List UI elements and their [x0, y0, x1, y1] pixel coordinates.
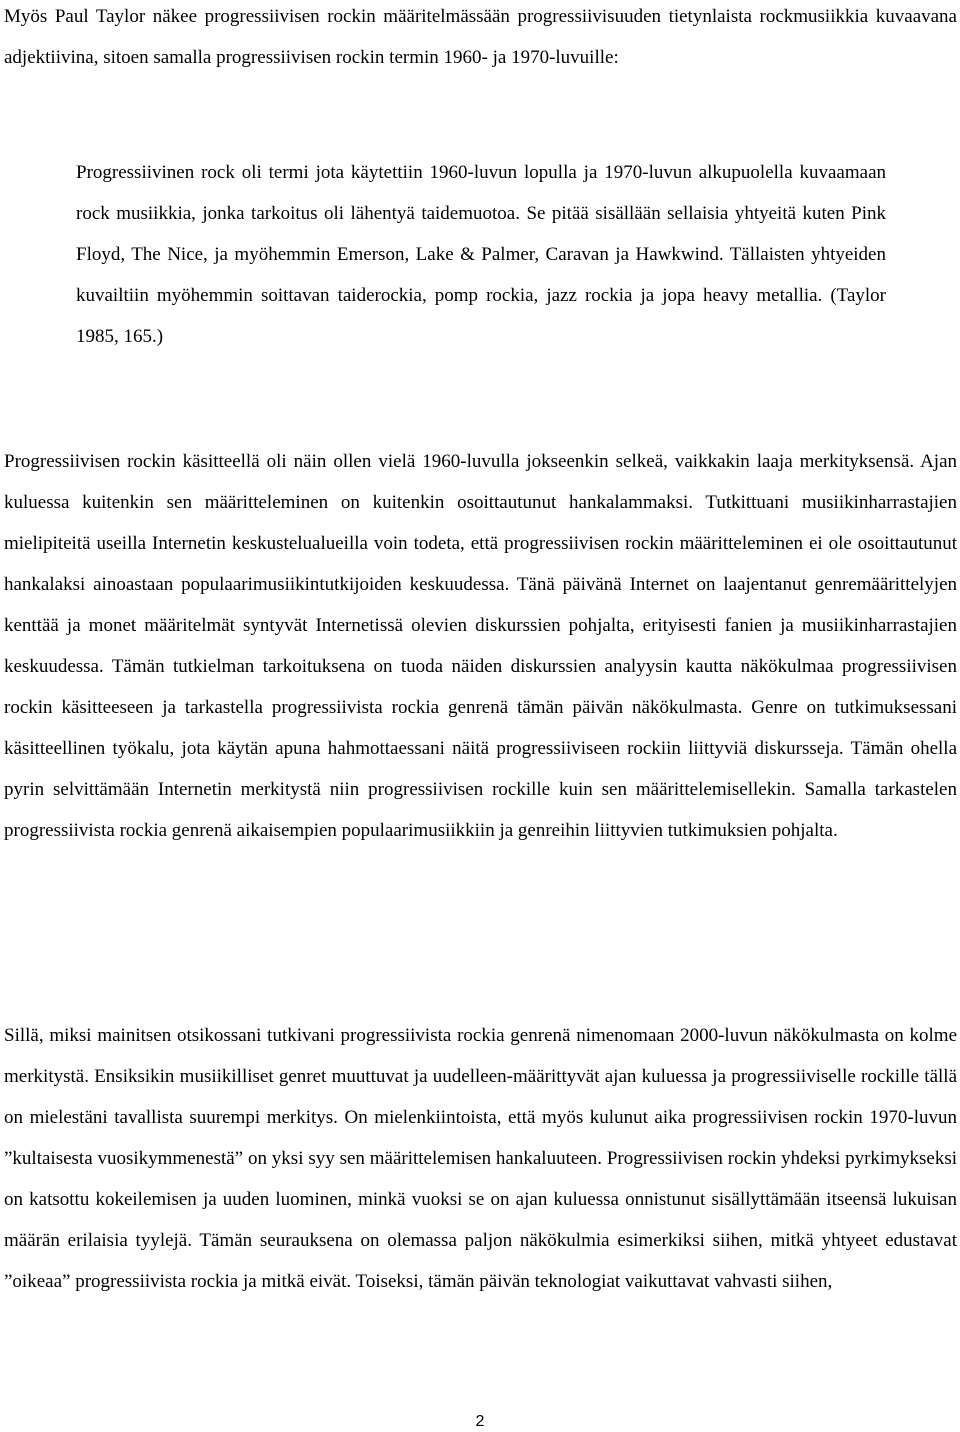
- block-quote: Progressiivinen rock oli termi jota käytettiin 1960-luvun lopulla ja 1970-luvun alkupuolella kuvaamaan rock musiikkia, jonka tarkoitus oli lähentyä taidemuotoa. Se pitää sisällään sellaisia yhtyeitä kuten Pink Floyd, The Nice, ja myöhemmin Emerson, Lake & Palmer, Caravan ja Hawkwind. Tällaisten yhtyeiden kuvailtiin myöhemmin soittavan taiderockia, pomp rockia, jazz rockia ja jopa heavy metallia. (Taylor 1985, 165.): [76, 162, 886, 347]
- intro-paragraph: Myös Paul Taylor näkee progressiivisen rockin määritelmässään progressiivisuuden tietynlaista rockmusiikkia kuvaavana adjektiivina, sitoen samalla progressiivisen rockin termin 1960- ja 1970-luvuille:: [4, 6, 957, 68]
- page-number: 2: [475, 1413, 485, 1430]
- body-paragraph: Progressiivisen rockin käsitteellä oli näin ollen vielä 1960-luvulla jokseenkin selkeä, vaikkakin laaja merkityksensä. Ajan kuluessa kuitenkin sen määritteleminen on kuitenkin osoittautunut hankalammaksi. Tutkittuani musiikinharrastajien mielipiteitä useilla Internetin keskustelualueilla voin todeta, että progressiivisen rockin määritteleminen ei ole osoittautunut hankalaksi ainoastaan populaarimusiikintutkijoiden keskuudessa. Tänä päivänä Internet on laajentanut genremäärittelyjen kenttää ja monet määritelmät syntyvät Internetissä olevien diskurssien pohjalta, erityisesti fanien ja musiikinharrastajien keskuudessa. Tämän tutkielman tarkoituksena on tuoda näiden diskurssien analyysin kautta näkökulmaa progressiivisen rockin käsitteeseen ja tarkastella progressiivista rockia genrenä tämän päivän näkökulmasta. Genre on tutkimuksessani käsitteellinen työkalu, jota käytän apuna hahmottaessani näitä progressiiviseen rockiin liittyviä diskursseja. Tämän ohella pyrin selvittämään Internetin merkitystä niin progressiivisen rockille kuin sen määrittelemisellekin. Samalla tarkastelen progressiivista rockia genrenä aikaisempien populaarimusiikkiin ja genreihin liittyvien tutkimuksien pohjalta.: [4, 451, 957, 841]
- body-paragraph-continued: Sillä, miksi mainitsen otsikossani tutkivani progressiivista rockia genrenä nimenomaan 2000-luvun näkökulmasta on kolme merkitystä. Ensiksikin musiikilliset genret muuttuvat ja uudelleen-määrittyvät ajan kuluessa ja progressiiviselle rockille tällä on mielestäni tavallista suurempi merkitys. On mielenkiintoista, että myös kulunut aika progressiivisen rockin 1970-luvun ”kultaisesta vuosikymmenestä” on yksi syy sen määrittelemisen hankaluuteen. Progressiivisen rockin yhdeksi pyrkimykseksi on katsottu kokeilemisen ja uuden luominen, minkä vuoksi se on ajan kuluessa onnistunut sisällyttämään itseensä lukuisan määrän erilaisia tyylejä. Tämän seurauksena on olemassa paljon näkökulmia esimerkiksi siihen, mitkä yhtyeet edustavat ”oikeaa” progressiivista rockia ja mitkä eivät. Toiseksi, tämän päivän teknologiat vaikuttavat vahvasti siihen,: [4, 1025, 957, 1292]
